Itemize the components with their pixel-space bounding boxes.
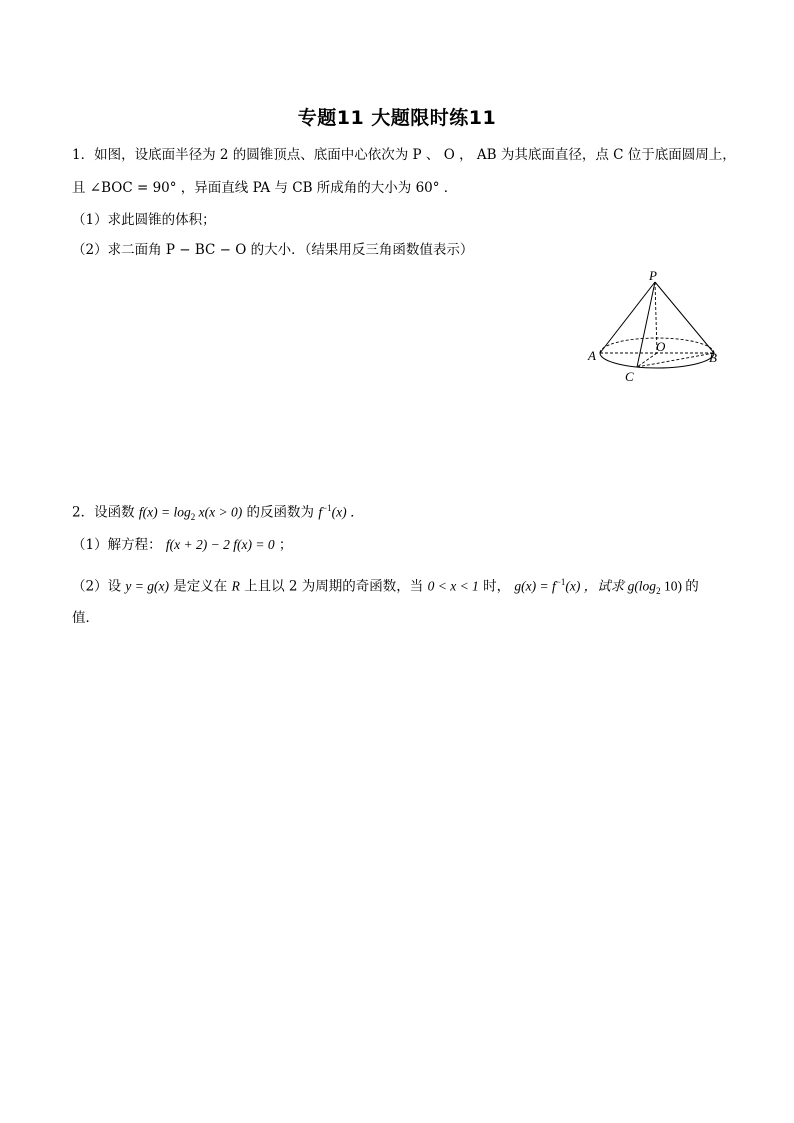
q1-stem-line2: 且 ∠BOC = 90° ，异面直线 PA 与 CB 所成角的大小为 60° ． xyxy=(72,180,458,196)
q2-part2-g-def: g(x) = f xyxy=(514,578,556,594)
segment-cb xyxy=(637,353,714,367)
q2-part2-domain-r: R xyxy=(231,578,240,594)
q2-part2-text-d: 时， xyxy=(478,578,515,595)
edge-pa xyxy=(600,282,655,353)
q2-part2-text-c: 上且以 2 为周期的奇函数，当 xyxy=(239,578,428,595)
cone-figure xyxy=(585,268,725,388)
cone-base-front-arc xyxy=(600,353,714,368)
label-b: B xyxy=(709,350,717,365)
q2-inverse-sup: −1 xyxy=(322,503,332,513)
q2-inverse-arg: (x) ． xyxy=(331,504,364,520)
q2-part2-function: y = g(x) xyxy=(125,578,169,594)
q2-part2 xyxy=(72,573,732,600)
q2-part2-range: 0 < x < 1 xyxy=(427,578,479,594)
q2-part1-suffix: ； xyxy=(274,537,293,553)
label-p: P xyxy=(649,268,657,283)
q2-stem xyxy=(72,499,732,526)
label-c: C xyxy=(625,369,634,384)
q2-part2-line2: 值． xyxy=(72,610,99,626)
label-a: A xyxy=(588,348,596,363)
q2-part2-text-f: 10) 的 xyxy=(660,578,699,594)
q2-part1-prefix: （1）解方程： xyxy=(72,537,166,553)
q2-part2-text-b: 是定义在 xyxy=(168,578,232,595)
q2-part1 xyxy=(72,536,732,554)
q1-part1: （1）求此圆锥的体积； xyxy=(72,212,216,228)
q2-stem-middle: 的反函数为 xyxy=(242,504,319,521)
q2-part2-g-sup: −1 xyxy=(555,577,566,587)
q2-part2-log: g(log xyxy=(627,578,657,594)
q2-domain: x(x > 0) xyxy=(195,504,243,520)
label-o: O xyxy=(656,339,666,354)
q2-function-def: f(x) = log xyxy=(138,504,191,520)
edge-pc xyxy=(637,282,655,367)
q2-inverse-f: f xyxy=(318,504,323,520)
q2-stem-prefix: 2．设函数 xyxy=(72,504,139,521)
q1-stem-line1: 1．如图，设底面半径为 2 的圆锥顶点、底面中心依次为 P 、 O ， AB 为其底面直径，点 C 位于底面圆周上， xyxy=(72,147,736,163)
q2-part2-prefix: （2）设 xyxy=(72,578,126,595)
q2-part1-equation: f(x + 2) − 2 f(x) = 0 xyxy=(165,537,275,552)
q2-part2-text-e: (x) ，试求 xyxy=(565,578,628,594)
q2-log-base: 2 xyxy=(190,512,196,523)
page-title: 专题11 大题限时练11 xyxy=(297,107,497,129)
q1-part2: （2）求二面角 P − BC − O 的大小．（结果用反三角函数值表示） xyxy=(72,242,474,258)
q2-part2-log-base: 2 xyxy=(656,586,661,597)
